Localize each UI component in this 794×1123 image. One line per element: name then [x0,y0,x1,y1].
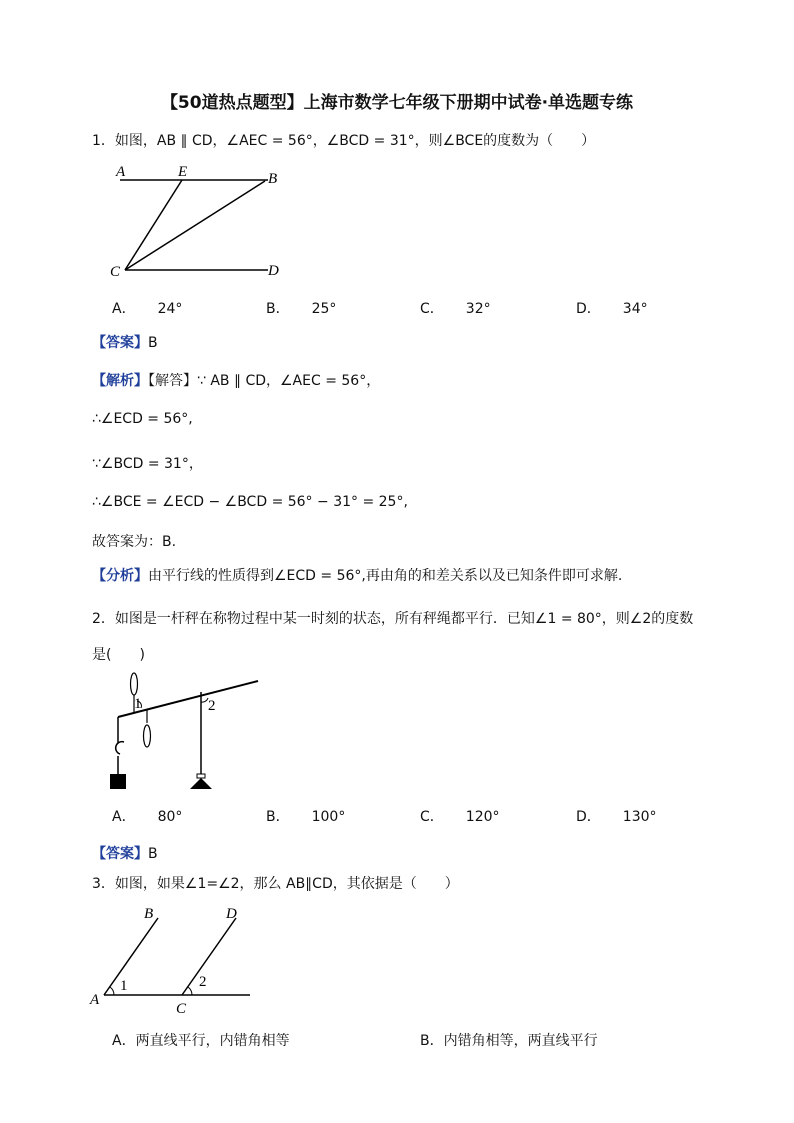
q2-stem-line-1: 2．如图是一杆秤在称物过程中某一时刻的状态，所有秤绳都平行．已知∠1 = 80°，则∠2的度数 [92,611,694,627]
q3-stem: 3．如图，如果∠1=∠2，那么 AB∥CD，其依据是（ ） [92,876,459,892]
rope-loop-bottom [144,725,151,747]
q3-figure [86,900,266,1018]
weight-triangle [190,778,212,789]
angle-1-label: 1 [120,978,128,994]
angle-1-label: 1 [134,696,142,712]
q2-option-b[interactable]: B． 100° [266,809,346,825]
label-c: C [110,264,121,280]
hook [116,742,124,754]
angle-2-label: 2 [208,698,216,714]
q2-option-a[interactable]: A． 80° [112,809,183,825]
label-a: A [116,164,126,180]
line-ce [125,180,182,270]
q3-option-a[interactable]: A．两直线平行，内错角相等 [112,1033,290,1049]
line-cb [125,181,265,270]
q1-fenxi: 【分析】由平行线的性质得到∠ECD = 56°,再由角的和差关系以及已知条件即可求解. [92,568,623,584]
label-e: E [178,164,188,180]
line-cd [182,918,236,995]
line-ab [104,918,158,995]
q2-option-d[interactable]: D． 130° [576,809,657,825]
rope-loop-top [131,673,138,695]
label-d: D [268,263,279,279]
angle-2-label: 2 [199,974,207,990]
q1-answer: 【答案】B [92,335,158,351]
q1-analysis-line-1: 【解析】【解答】∵ AB ∥ CD，∠AEC = 56°， [92,373,381,389]
label-c: C [176,1001,187,1017]
label-d: D [226,906,237,922]
q3-option-b[interactable]: B．内错角相等，两直线平行 [420,1033,598,1049]
weight-square [110,774,126,789]
q1-option-d[interactable]: D． 34° [576,301,648,317]
q1-stem: 1．如图，AB ∥ CD，∠AEC = 56°，∠BCD = 31°，则∠BCE的度数为（ ） [92,133,596,149]
q1-option-c[interactable]: C． 32° [420,301,491,317]
q1-option-a[interactable]: A． 24° [112,301,183,317]
q1-option-b[interactable]: B． 25° [266,301,337,317]
q1-analysis-line-3: ∵∠BCD = 31°， [92,456,203,472]
q1-analysis-line-5: 故答案为：B. [92,534,177,550]
page-title: 【50道热点题型】上海市数学七年级下册期中试卷·单选题专练 [160,93,634,113]
q1-figure [100,160,300,285]
q2-option-c[interactable]: C． 120° [420,809,500,825]
q2-answer: 【答案】B [92,846,158,862]
q2-figure [100,668,270,793]
label-b: B [144,906,154,922]
label-a: A [90,992,100,1008]
q2-stem-line-2: 是( ) [92,647,145,663]
q1-analysis-line-4: ∴∠BCE = ∠ECD − ∠BCD = 56° − 31° = 25°, [92,494,408,510]
q1-analysis-line-2: ∴∠ECD = 56°, [92,411,193,427]
label-b: B [268,171,278,187]
